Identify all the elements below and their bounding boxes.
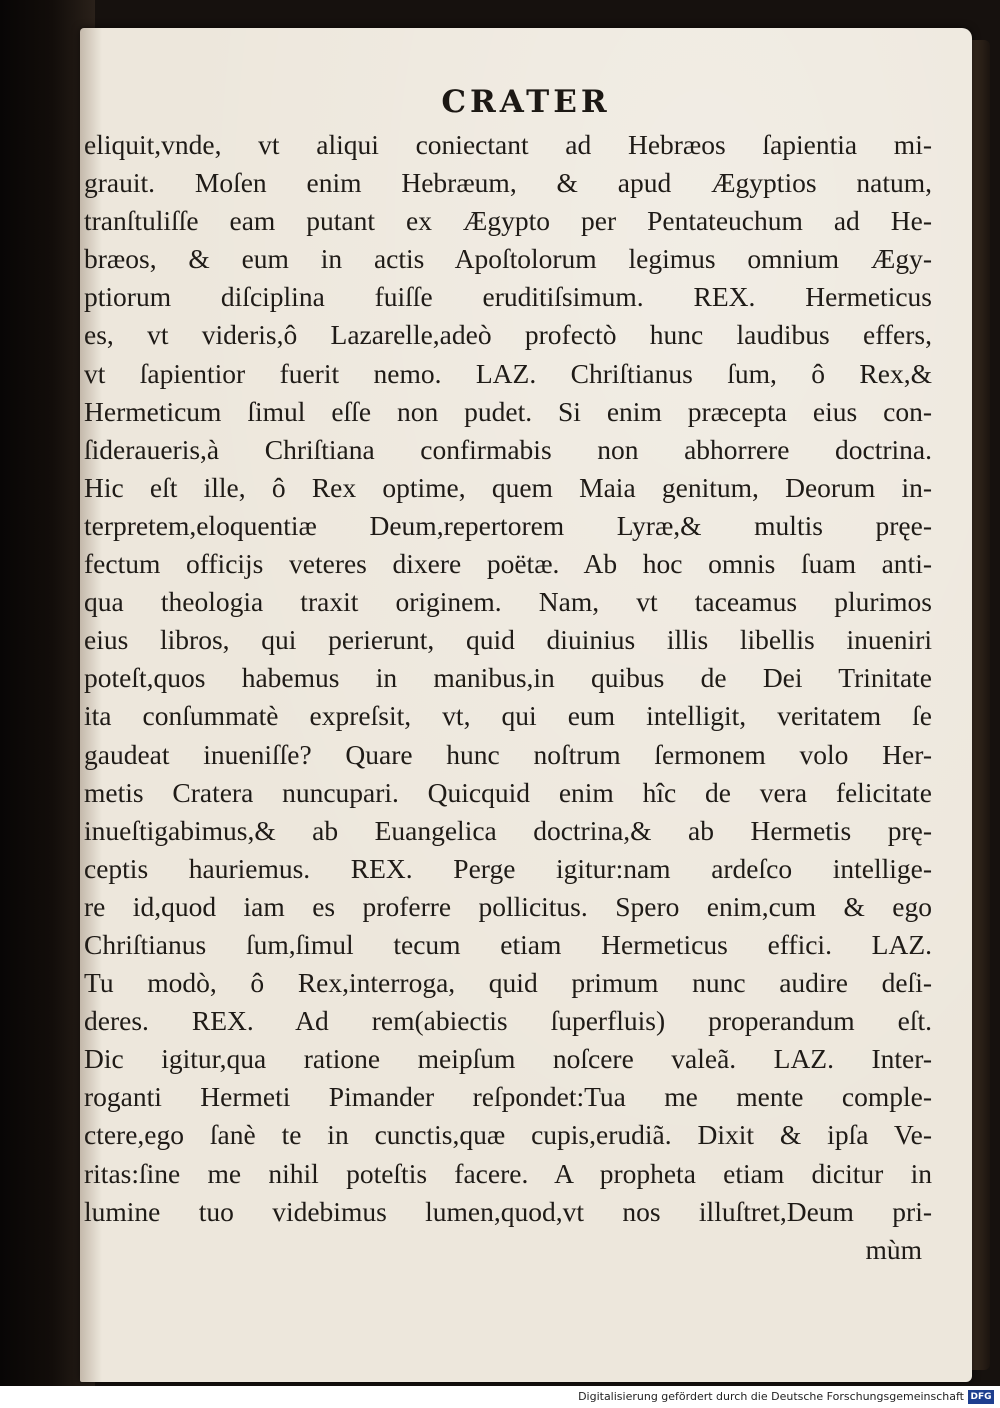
text-line: vt ſapientior fuerit nemo. LAZ. Chriſtianus ſum, ô Rex,& xyxy=(84,357,932,389)
text-line: fectum officijs veteres dixere poëtæ. Ab hoc omnis ſuam anti- xyxy=(84,548,932,580)
text-line: Chriſtianus ſum,ſimul tecum etiam Hermeticus effici. LAZ. xyxy=(84,928,932,960)
text-line: deres. REX. Ad rem(abiectis ſuperfluis) properandum eſt. xyxy=(84,1005,932,1037)
text-line: re id,quod iam es proferre pollicitus. Spero enim,cum & ego xyxy=(84,890,932,922)
running-head: CRATER xyxy=(441,84,611,120)
text-line: terpretem,eloquentiæ Deum,repertorem Lyræ,& multis pręe- xyxy=(84,509,932,541)
text-line: tranſtuliſſe eam putant ex Ægypto per Pentateuchum ad He- xyxy=(84,205,932,237)
text-line: ita conſummatè expreſsit, vt, qui eum intelligit, veritatem ſe xyxy=(84,700,932,732)
text-line: Hic eſt ille, ô Rex optime, quem Maia genitum, Deorum in- xyxy=(84,471,932,503)
text-line: ptiorum diſciplina fuiſſe eruditiſsimum. REX. Hermeticus xyxy=(84,281,932,313)
text-line: roganti Hermeti Pimander reſpondet:Tua me mente comple- xyxy=(84,1081,932,1113)
text-line: grauit. Moſen enim Hebræum, & apud Ægyptios natum, xyxy=(84,167,932,199)
text-line: inueſtigabimus,& ab Euangelica doctrina,& ab Hermetis prę- xyxy=(84,814,932,846)
text-line: metis Cratera nuncupari. Quicquid enim hîc de vera felicitate xyxy=(84,776,932,808)
text-line: ſideraueris,à Chriſtiana confirmabis non abhorrere doctrina. xyxy=(84,433,932,465)
footer-credit: Digitalisierung gefördert durch die Deutsche Forschungsgemeinschaft xyxy=(578,1390,964,1403)
catchword: mùm xyxy=(865,1233,922,1265)
text-line: ritas:ſine me nihil poteſtis facere. A propheta etiam dicitur in xyxy=(84,1157,932,1189)
text-line: ctere,ego ſanè te in cunctis,quæ cupis,erudiã. Dixit & ipſa Ve- xyxy=(84,1119,932,1151)
text-line: eius libros, qui perierunt, quid diuinius illis libellis inueniri xyxy=(84,624,932,656)
footer-bar xyxy=(0,1386,1000,1408)
text-line: Tu modò, ô Rex,interroga, quid primum nunc audire deſi- xyxy=(84,967,932,999)
text-line: es, vt videris,ô Lazarelle,adeò profectò hunc laudibus effers, xyxy=(84,319,932,351)
dfg-logo-icon: DFG xyxy=(968,1390,994,1404)
text-line: Hermeticum ſimul eſſe non pudet. Si enim præcepta eius con- xyxy=(84,395,932,427)
text-line: Dic igitur,qua ratione meipſum noſcere valeã. LAZ. Inter- xyxy=(84,1043,932,1075)
page-edge xyxy=(972,40,990,1370)
text-line: ceptis hauriemus. REX. Perge igitur:nam ardeſco intellige- xyxy=(84,852,932,884)
body-text xyxy=(84,126,932,1269)
text-line: bræos, & eum in actis Apoſtolorum legimus omnium Ægy- xyxy=(84,243,932,275)
text-line: lumine tuo videbimus lumen,quod,vt nos illuſtret,Deum pri- xyxy=(84,1195,932,1227)
text-line: gaudeat inueniſſe? Quare hunc noſtrum ſermonem volo Her- xyxy=(84,738,932,770)
text-line: eliquit,vnde, vt aliqui coniectant ad Hebræos ſapientia mi- xyxy=(84,129,932,160)
text-line: poteſt,quos habemus in manibus,in quibus de Dei Trinitate xyxy=(84,662,932,694)
text-line: qua theologia traxit originem. Nam, vt taceamus plurimos xyxy=(84,586,932,618)
